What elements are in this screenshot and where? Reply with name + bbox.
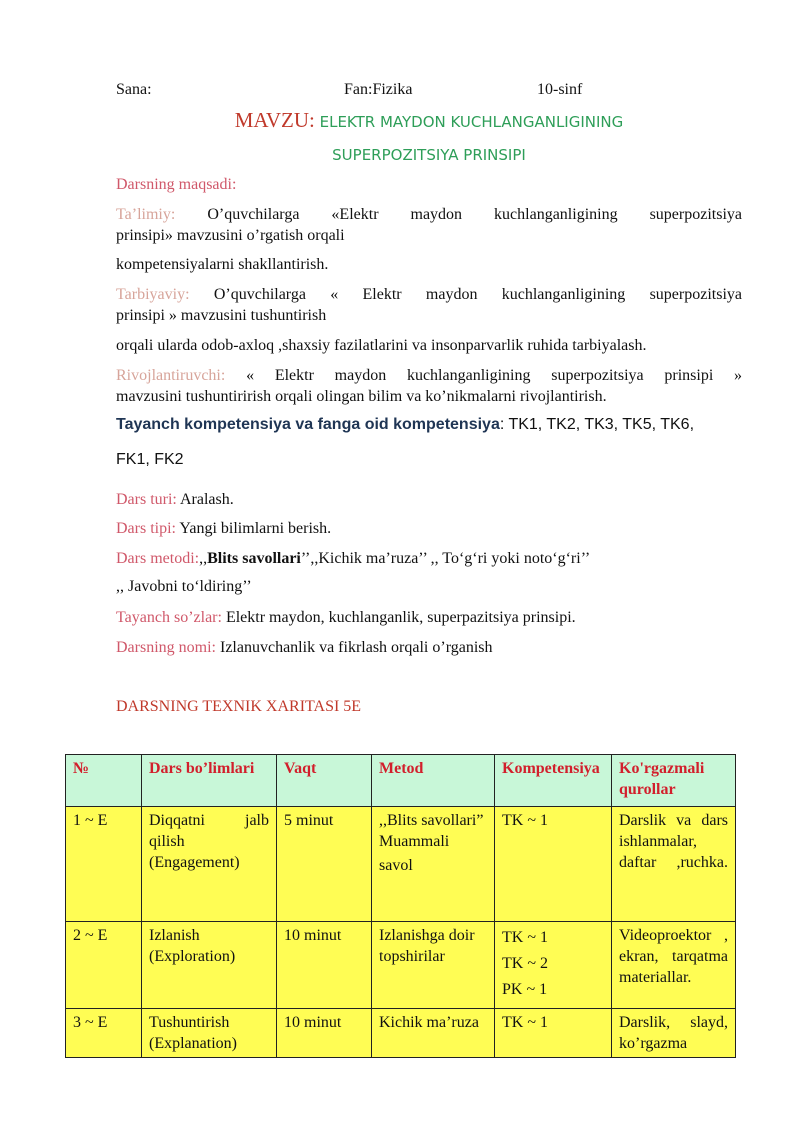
tayanch-komp-line1 — [116, 414, 694, 435]
header-metod: Metod — [372, 755, 495, 807]
texnik-xarita-table — [65, 754, 736, 1058]
xarita-title: DARSNING TEXNIK XARITASI 5E — [116, 698, 362, 715]
rivojlantiruvchi-text1: « Elektr maydon kuchlanganligining superpozitsiya prinsipi » — [246, 367, 743, 384]
maqsad-heading: Darsning maqsadi: — [116, 176, 237, 193]
tayanch-sozlar — [116, 607, 576, 628]
dars-metodi-line2: ,, Javobni to‘ldiring’’ — [116, 578, 252, 595]
dars-metodi-rest: ’’,,Kichik ma’ruza’’ ,, To‘g‘ri yoki noto‘g‘ri’’ — [300, 550, 591, 567]
row-qurol: Videoproektor , ekran, tarqatma materiallar. — [612, 922, 736, 1009]
row-qurol: Darslik, slayd, ko’rgazma — [612, 1009, 736, 1058]
row-vaqt: 10 minut — [277, 922, 372, 1009]
darsning-nomi-value: Izlanuvchanlik va fikrlash orqali o’rganish — [216, 639, 493, 656]
row-komp — [495, 807, 612, 922]
title-line2: SUPERPOZITSIYA PRINSIPI — [332, 146, 526, 164]
talimiy-text1: O’quvchilarga «Elektr maydon kuchlanganligining superpozitsiya — [207, 206, 742, 223]
dars-turi-value: Aralash. — [176, 491, 234, 508]
row-metod: Izlanishga doir topshirilar — [372, 922, 495, 1009]
tarbiyaviy-line1 — [116, 284, 742, 305]
title-line1: ELEKTR MAYDON KUCHLANGANLIGINING — [319, 113, 624, 131]
talimiy-line3: kompetensiyalarni shakllantirish. — [116, 256, 329, 273]
tayanch-komp-line2: FK1, FK2 — [116, 451, 184, 468]
row-komp — [495, 1009, 612, 1058]
tayanch-komp-label: Tayanch kompetensiya va fanga oid kompetensiya — [116, 416, 500, 433]
header-bolim: Dars bo’limlari — [142, 755, 277, 807]
table-header-row — [66, 755, 736, 807]
tayanch-komp-text1: : TK1, TK2, TK3, TK5, TK6, — [499, 416, 695, 433]
komp-item: PK ~ 1 — [502, 981, 548, 998]
tarbiyaviy-label: Tarbiyaviy: — [116, 286, 190, 303]
dars-metodi — [116, 548, 590, 569]
row-metod — [372, 807, 495, 922]
row-vaqt: 5 minut — [277, 807, 372, 922]
table-row — [66, 807, 736, 922]
rivojlantiruvchi-label: Rivojlantiruvchi: — [116, 367, 226, 384]
row-no: 2 ~ E — [66, 922, 142, 1009]
tayanch-sozlar-value: Elektr maydon, kuchlanganlik, superpazitsiya prinsipi. — [221, 609, 576, 626]
komp-item: TK ~ 1 — [502, 1014, 548, 1031]
dars-metodi-label: Dars metodi: — [116, 550, 200, 567]
row-metod: Kichik ma’ruza — [372, 1009, 495, 1058]
komp-item: TK ~ 1 — [502, 929, 548, 946]
page-title — [116, 107, 742, 135]
talimiy-line2: prinsipi» mavzusini o’rgatish orqali — [116, 227, 345, 244]
header-no: № — [66, 755, 142, 807]
row-qurol: Darslik va dars ishlanmalar, daftar ,ruchka. — [612, 807, 736, 922]
header-qurollar: Ko'rgazmali qurollar — [612, 755, 736, 807]
row-no: 3 ~ E — [66, 1009, 142, 1058]
header-vaqt: Vaqt — [277, 755, 372, 807]
dars-metodi-bold: Blits savollari — [207, 550, 301, 567]
tarbiyaviy-text1: O’quvchilarga « Elektr maydon kuchlanganligining superpozitsiya — [213, 286, 742, 303]
sana-label: Sana: — [116, 81, 152, 98]
table-row — [66, 1009, 736, 1058]
dars-tipi-label: Dars tipi: — [116, 520, 176, 537]
metod-line: Muammali — [379, 833, 450, 850]
sinf-label: 10-sinf — [537, 81, 583, 98]
dars-tipi — [116, 518, 331, 539]
tayanch-sozlar-label: Tayanch so’zlar: — [116, 609, 222, 626]
tarbiyaviy-line3: orqali ularda odob-axloq ,shaxsiy fazilatlarini va insonparvarlik ruhida tarbiyalash. — [116, 337, 647, 354]
komp-item: TK ~ 2 — [502, 955, 548, 972]
komp-item: TK ~ 1 — [502, 812, 548, 829]
rivojlantiruvchi-line1 — [116, 365, 742, 386]
darsning-nomi-label: Darsning nomi: — [116, 639, 216, 656]
dars-turi-label: Dars turi: — [116, 491, 177, 508]
talimiy-label: Ta’limiy: — [116, 206, 176, 223]
row-bolim: Diqqatni jalb qilish (Engagement) — [142, 807, 277, 922]
header-kompetensiya: Kompetensiya — [495, 755, 612, 807]
dars-turi — [116, 489, 234, 510]
darsning-nomi — [116, 637, 493, 658]
fan-label: Fan:Fizika — [344, 81, 413, 98]
row-bolim: Izlanish (Exploration) — [142, 922, 277, 1009]
row-komp — [495, 922, 612, 1009]
tarbiyaviy-line2: prinsipi » mavzusini tushuntirish — [116, 307, 327, 324]
row-vaqt: 10 minut — [277, 1009, 372, 1058]
talimiy-line1 — [116, 204, 742, 225]
rivojlantiruvchi-line2: mavzusini tushuntirirish orqali olingan bilim va ko’nikmalarni rivojlantirish. — [116, 388, 607, 405]
dars-tipi-value: Yangi bilimlarni berish. — [176, 520, 332, 537]
row-no: 1 ~ E — [66, 807, 142, 922]
dars-metodi-pre: ,, — [199, 550, 208, 567]
row-bolim: Tushuntirish (Explanation) — [142, 1009, 277, 1058]
metod-line: savol — [379, 857, 413, 874]
metod-line: ,,Blits savollari” — [379, 812, 484, 829]
table-row — [66, 922, 736, 1009]
title-prefix: MAVZU: — [234, 108, 315, 132]
